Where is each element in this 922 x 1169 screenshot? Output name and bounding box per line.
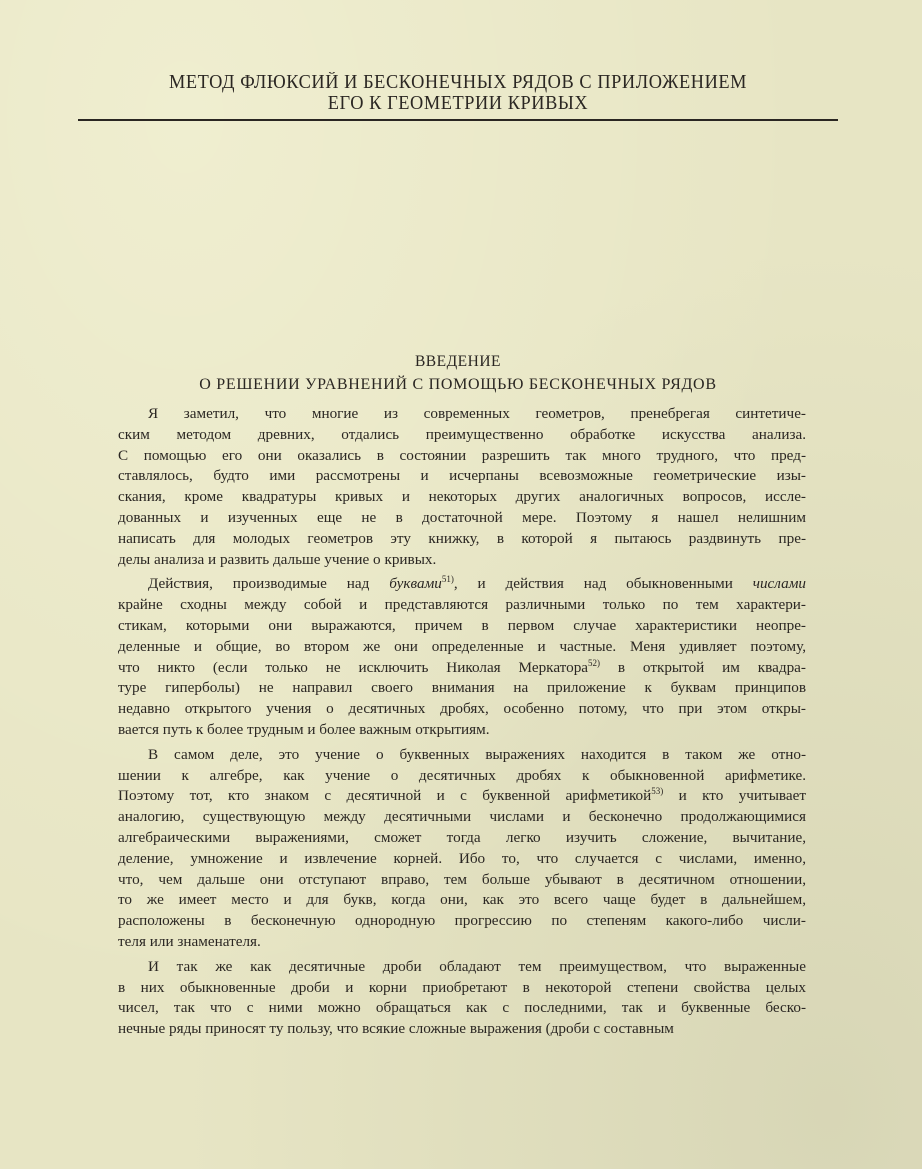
text-line: дованных и изученных еще не в достаточной мере. Поэтому я нашел нелишним	[118, 508, 806, 526]
text-line: деление, умножение и извлечение корней. Ибо то, что случается с числами, именно,	[118, 849, 806, 867]
text-line: скания, кроме квадратуры кривых и некоторых других аналогичных вопросов, иссле-	[118, 488, 806, 506]
footnote-marker: 53)	[651, 786, 664, 797]
running-title	[101, 72, 815, 114]
paragraph	[118, 957, 806, 1040]
text-line: ским методом древних, отдались преимущественно обработке искусства анализа.	[118, 425, 806, 443]
text-line: то же имеет место и для букв, когда они, как это всего чаще будет в дальнейшем,	[118, 891, 806, 909]
text-line: С помощью его они оказались в состоянии разрешить так много трудного, что пред-	[118, 446, 806, 464]
text-line: аналогию, существующую между десятичными числами и бесконечно продолжающимися	[118, 808, 806, 826]
section-heading: ВВЕДЕНИЕ	[414, 353, 502, 370]
text-line: чисел, так что с ними можно обращаться как с последними, так и буквенные беско-	[118, 999, 806, 1017]
text-line: делы анализа и развить дальше учение о кривых.	[118, 550, 437, 568]
text-line: что, чем дальше они отступают вправо, тем больше убывают в десятичном отношении,	[118, 870, 806, 888]
text-line: теля или знаменателя.	[118, 932, 261, 950]
paragraph	[118, 404, 806, 570]
text-line: туре гиперболы) не направил своего внимания на приложение к буквам принципов	[118, 679, 806, 697]
paragraph	[118, 745, 806, 953]
footnote-marker: 51)	[441, 574, 454, 585]
text-line: крайне сходны между собой и представляются различными только по тем характери-	[118, 596, 806, 614]
text-line: недавно открытого учения о десятичных дробях, особенно потому, что при этом откры-	[118, 700, 806, 718]
text-line: написать для молодых геометров эту книжку, в которой я пытаюсь раздвинуть пре-	[118, 529, 806, 547]
text-line: нечные ряды приносят ту пользу, что всякие сложные выражения (дроби с составным	[118, 1020, 674, 1038]
text-line: И так же как десятичные дроби обладают тем преимуществом, что выраженные	[148, 957, 806, 975]
title-rule-divider	[78, 119, 838, 121]
section-subheading: О РЕШЕНИИ УРАВНЕНИЙ С ПОМОЩЬЮ БЕСКОНЕЧНЫХ РЯДОВ	[199, 376, 717, 393]
paragraph	[118, 574, 806, 740]
text-line: Я заметил, что многие из современных геометров, пренебрегая синтетиче-	[148, 405, 806, 422]
footnote-marker: 52)	[588, 657, 601, 668]
text-line: стикам, которыми они выражаются, причем в первом случае характеристики неопре-	[118, 616, 806, 634]
text-line: В самом деле, это учение о буквенных выражениях находится в таком же отно-	[148, 745, 806, 763]
body-text	[118, 404, 806, 1040]
text-line: расположены в бесконечную однородную прогрессию по степеням какого-либо числи-	[118, 912, 806, 930]
text-line: что никто (если только не исключить Николая Меркатора$^{52)}$ в открытой им квадра-	[118, 657, 806, 676]
text-line: Действия, производимые над буквами$^{51)}$, и действия над обыкновенными числами	[148, 574, 806, 593]
text-line: шении к алгебре, как учение о десятичных дробях к обыкновенной арифметике.	[118, 766, 806, 784]
text-line: в них обыкновенные дроби и корни приобретают в некоторой степени свойства целых	[118, 978, 806, 996]
text-line: алгебраическими выражениями, сможет тогда легко изучить сложение, вычитание,	[118, 828, 806, 846]
emphasized-word: буквами	[389, 575, 442, 593]
text-line: вается путь к более трудным и более важным открытиям.	[118, 720, 490, 738]
text-line: деленные и общие, во втором же они определенные и частные. Меня удивляет поэтому,	[118, 637, 806, 655]
running-title-line-1: МЕТОД ФЛЮКСИЙ И БЕСКОНЕЧНЫХ РЯДОВ С ПРИЛОЖЕНИЕМ	[168, 72, 748, 93]
running-title-line-2: ЕГО К ГЕОМЕТРИИ КРИВЫХ	[327, 93, 589, 114]
text-line: ставлялось, будто ими рассмотрены и исчерпаны всевозможные геометрические изы-	[118, 467, 806, 485]
text-line: Поэтому тот, кто знаком с десятичной и с буквенной арифметикой$^{53)}$ и кто учитывает	[118, 786, 806, 805]
emphasized-word: числами	[752, 575, 806, 593]
